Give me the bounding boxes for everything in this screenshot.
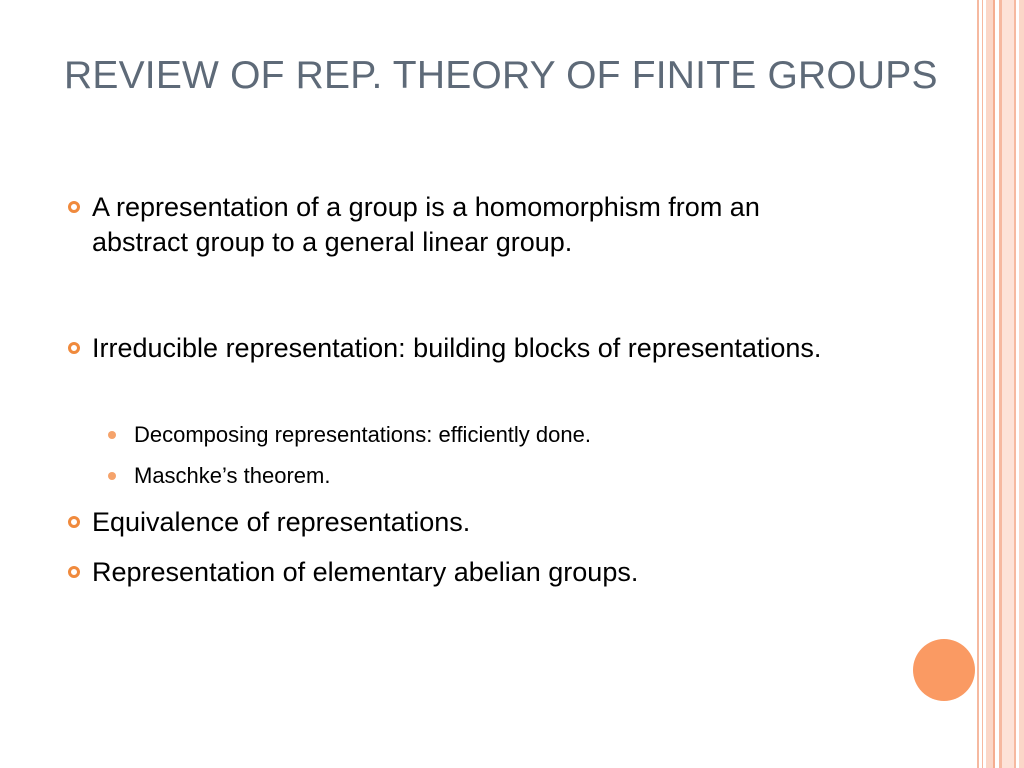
- ring-bullet-icon: [68, 566, 80, 578]
- decorative-stripe: [977, 0, 979, 768]
- slide-title: REVIEW OF REP. THEORY OF FINITE GROUPS: [64, 54, 938, 97]
- decorative-circle: [913, 639, 975, 701]
- sub-bullet-item: Maschke’s theorem.: [134, 463, 331, 488]
- dot-bullet-icon: [108, 431, 116, 439]
- sub-bullet-item: Decomposing representations: efficiently done.: [134, 422, 591, 447]
- decorative-stripe: [1019, 0, 1024, 768]
- decorative-stripe: [993, 0, 995, 768]
- bullet-item: A representation of a group is a homomorphism from an abstract group to a general linear group.: [92, 192, 760, 257]
- decorative-stripe: [982, 0, 983, 768]
- decorative-stripe: [986, 0, 993, 768]
- ring-bullet-icon: [68, 516, 80, 528]
- dot-bullet-icon: [108, 472, 116, 480]
- decorative-stripe: [1002, 0, 1014, 768]
- decorative-stripe: [1014, 0, 1016, 768]
- ring-bullet-icon: [68, 342, 80, 354]
- bullet-item: Representation of elementary abelian groups.: [92, 557, 639, 587]
- ring-bullet-icon: [68, 201, 80, 213]
- bullet-item: Irreducible representation: building blocks of representations.: [92, 333, 822, 363]
- bullet-item: Equivalence of representations.: [92, 507, 471, 537]
